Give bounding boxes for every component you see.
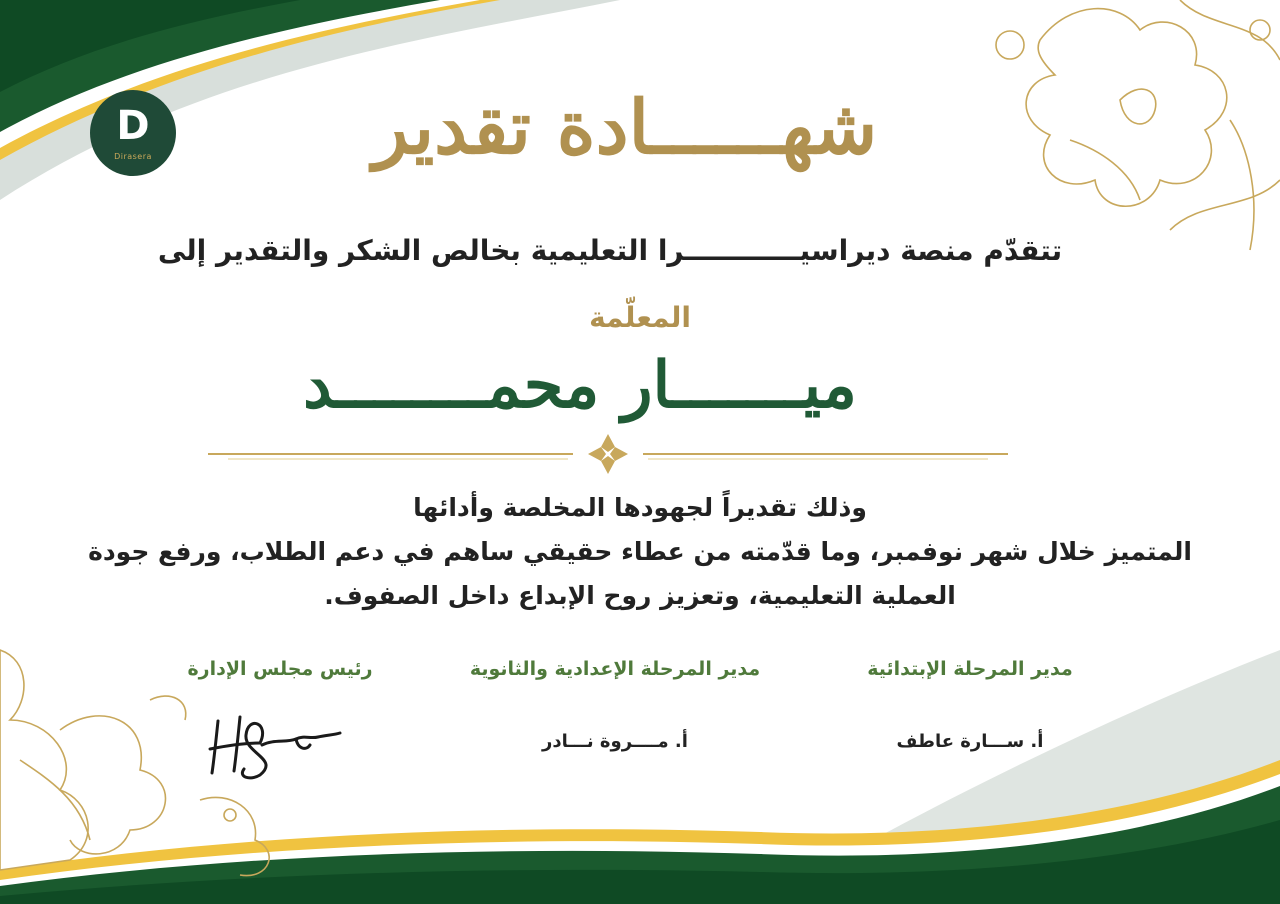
body-line-2: المتميز خلال شهر نوفمبر، وما قدّمته من عطاء حقيقي ساهم في دعم الطلاب، ورفع جودة bbox=[88, 537, 1192, 566]
signature-role: رئيس مجلس الإدارة bbox=[187, 658, 373, 680]
signature-secondary-director bbox=[465, 654, 765, 756]
signature-board-chairman bbox=[130, 654, 430, 684]
logo-mark: D bbox=[116, 102, 150, 149]
certificate-intro: تتقدّم منصة ديراسيــــــــــــرا التعليمية بخالص الشكر والتقدير إلى bbox=[157, 234, 1063, 267]
handwritten-signature-icon bbox=[200, 705, 350, 785]
signature-role: مدير المرحلة الإعدادية والثانوية bbox=[469, 658, 761, 680]
certificate-title: شهــــــادة تقدير bbox=[372, 85, 878, 171]
recipient-name: ميـــــــار محمــــــــد bbox=[303, 348, 857, 423]
recipient-title: المعلّمة bbox=[589, 301, 691, 334]
signature-name: أ. ســـارة عاطف bbox=[896, 731, 1044, 752]
divider-ornament bbox=[208, 432, 1008, 476]
body-line-3: العملية التعليمية، وتعزيز روح الإبداع داخل الصفوف. bbox=[324, 581, 956, 610]
body-line-1: وذلك تقديراً لجهودها المخلصة وأدائها bbox=[413, 493, 867, 522]
signature-role: مدير المرحلة الإبتدائية bbox=[867, 658, 1073, 680]
logo-text: Dirasera bbox=[114, 151, 152, 161]
signature-primary-director bbox=[820, 654, 1120, 756]
certificate-body bbox=[70, 486, 1210, 618]
cross-ornament-icon bbox=[588, 434, 628, 474]
dirasera-logo bbox=[90, 90, 176, 176]
top-right-flower-icon bbox=[996, 0, 1280, 250]
signature-name: أ. مــــروة نـــادر bbox=[542, 731, 688, 752]
